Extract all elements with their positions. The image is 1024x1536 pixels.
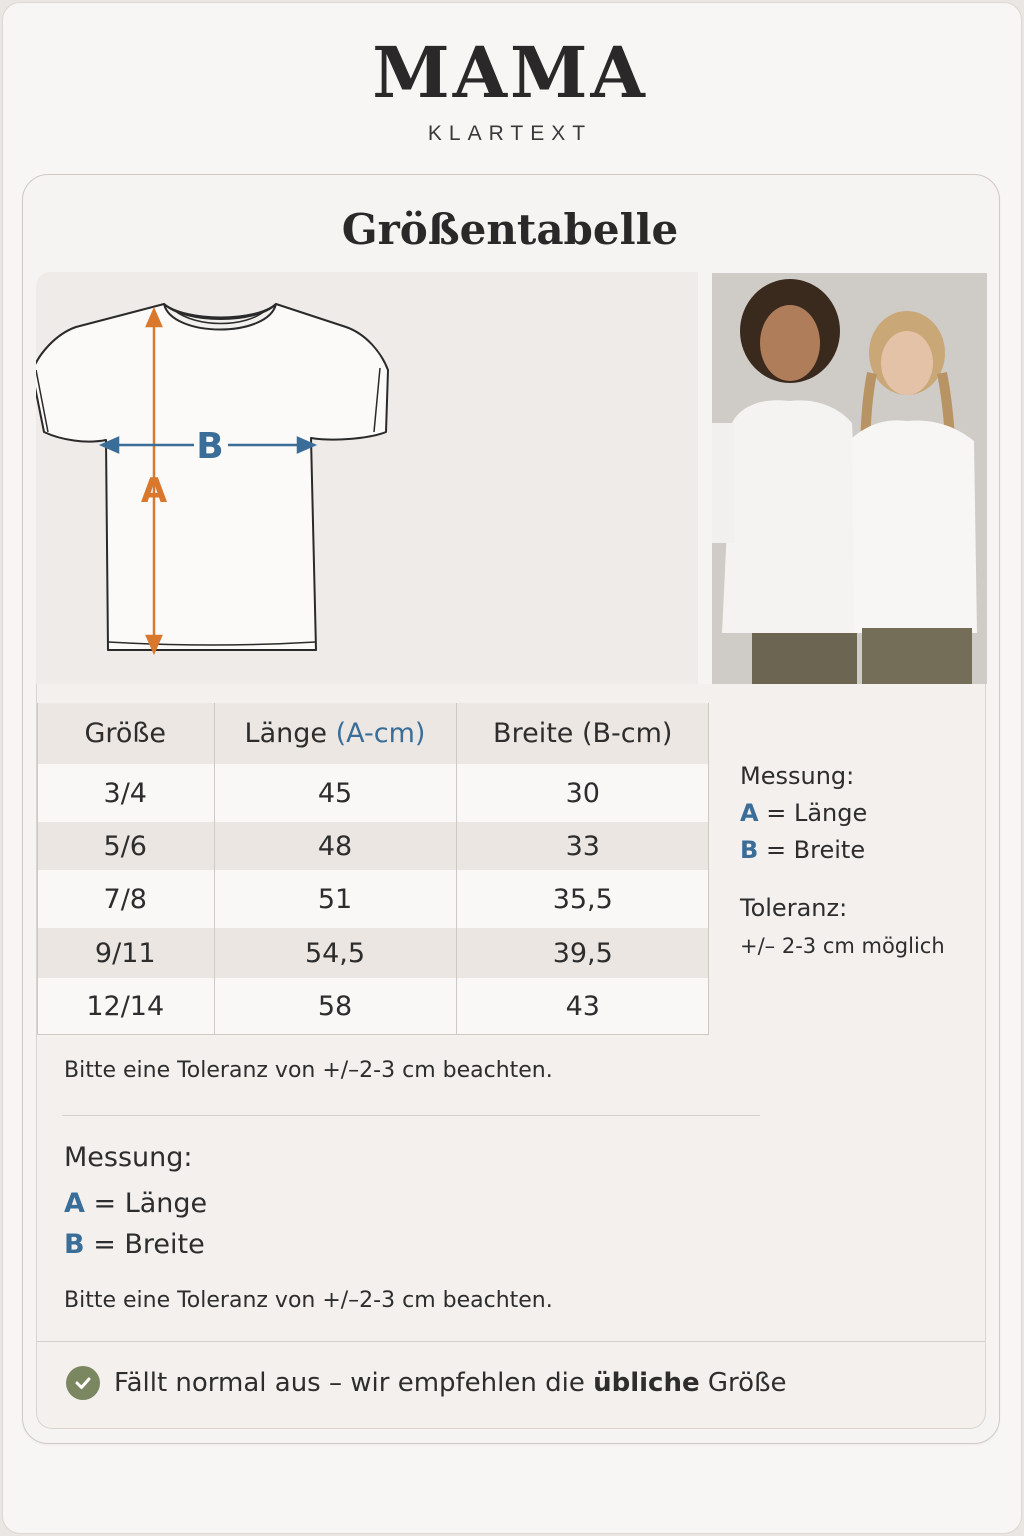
cell-width: 30 [456,764,709,822]
side-measure-title: Messung: [740,762,855,790]
measure-b-key: B [64,1229,85,1260]
side-a-key: A [740,799,759,827]
divider-2 [37,1341,985,1342]
cell-width: 33 [456,822,709,870]
fit-text: Fällt normal aus – wir empfehlen die übliche Größe [114,1368,787,1398]
cell-length: 58 [214,978,456,1035]
measure-a-text: = Länge [93,1188,208,1219]
cell-length: 51 [214,870,456,928]
side-tolerance-title: Toleranz: [740,894,848,922]
side-a-text: = Länge [766,799,868,827]
tolerance-note-2: Bitte eine Toleranz von +/–2-3 cm beachten. [64,1288,553,1313]
kids-photo-illustration [712,273,987,684]
table-header-row [37,703,709,764]
table-row [37,870,709,928]
cell-length: 54,5 [214,928,456,978]
side-b-text: = Breite [765,836,866,864]
side-tolerance-text: +/– 2-3 cm möglich [740,934,945,958]
measure-a-legend [64,1188,207,1219]
label-a: A [140,471,168,511]
header-width: Breite (B-cm) [456,703,709,764]
table-row [37,822,709,870]
fit-recommendation [66,1366,786,1400]
cell-size: 12/14 [86,991,165,1022]
cell-size: 3/4 [103,777,147,809]
page-title: Größentabelle [341,205,679,254]
cell-width: 43 [456,978,709,1035]
side-b-legend [740,836,980,864]
table-row [37,928,709,978]
header-length: Länge (A-cm) [214,703,456,764]
cell-size: 5/6 [103,830,147,862]
measure-a-key: A [64,1188,85,1219]
cell-size: 9/11 [94,937,156,969]
tshirt-diagram-panel [36,272,698,684]
check-icon [66,1366,100,1400]
brand-title: MAMA [372,31,648,114]
cell-width: 35,5 [456,870,709,928]
tshirt-outline [36,304,388,650]
tolerance-note: Bitte eine Toleranz von +/–2-3 cm beachten. [64,1058,553,1083]
side-a-legend [740,799,980,827]
tshirt-diagram [36,272,698,684]
cell-length: 45 [214,764,456,822]
measure-b-legend [64,1229,205,1260]
label-b: B [196,426,224,467]
brand-subtitle: KLARTEXT [427,122,593,145]
divider [62,1115,760,1116]
kids-photo [712,273,987,684]
cell-length: 48 [214,822,456,870]
side-notes [740,762,980,958]
measure-title: Messung: [64,1142,193,1173]
measure-b-text: = Breite [93,1229,205,1260]
cell-width: 39,5 [456,928,709,978]
table-row [37,978,709,1035]
cell-size: 7/8 [103,883,147,915]
table-row [37,764,709,822]
header-size: Größe [84,718,167,749]
fit-bold: übliche [593,1368,700,1398]
header-length-unit: (A-cm) [335,718,426,749]
side-b-key: B [740,836,759,864]
size-table [37,703,709,1035]
